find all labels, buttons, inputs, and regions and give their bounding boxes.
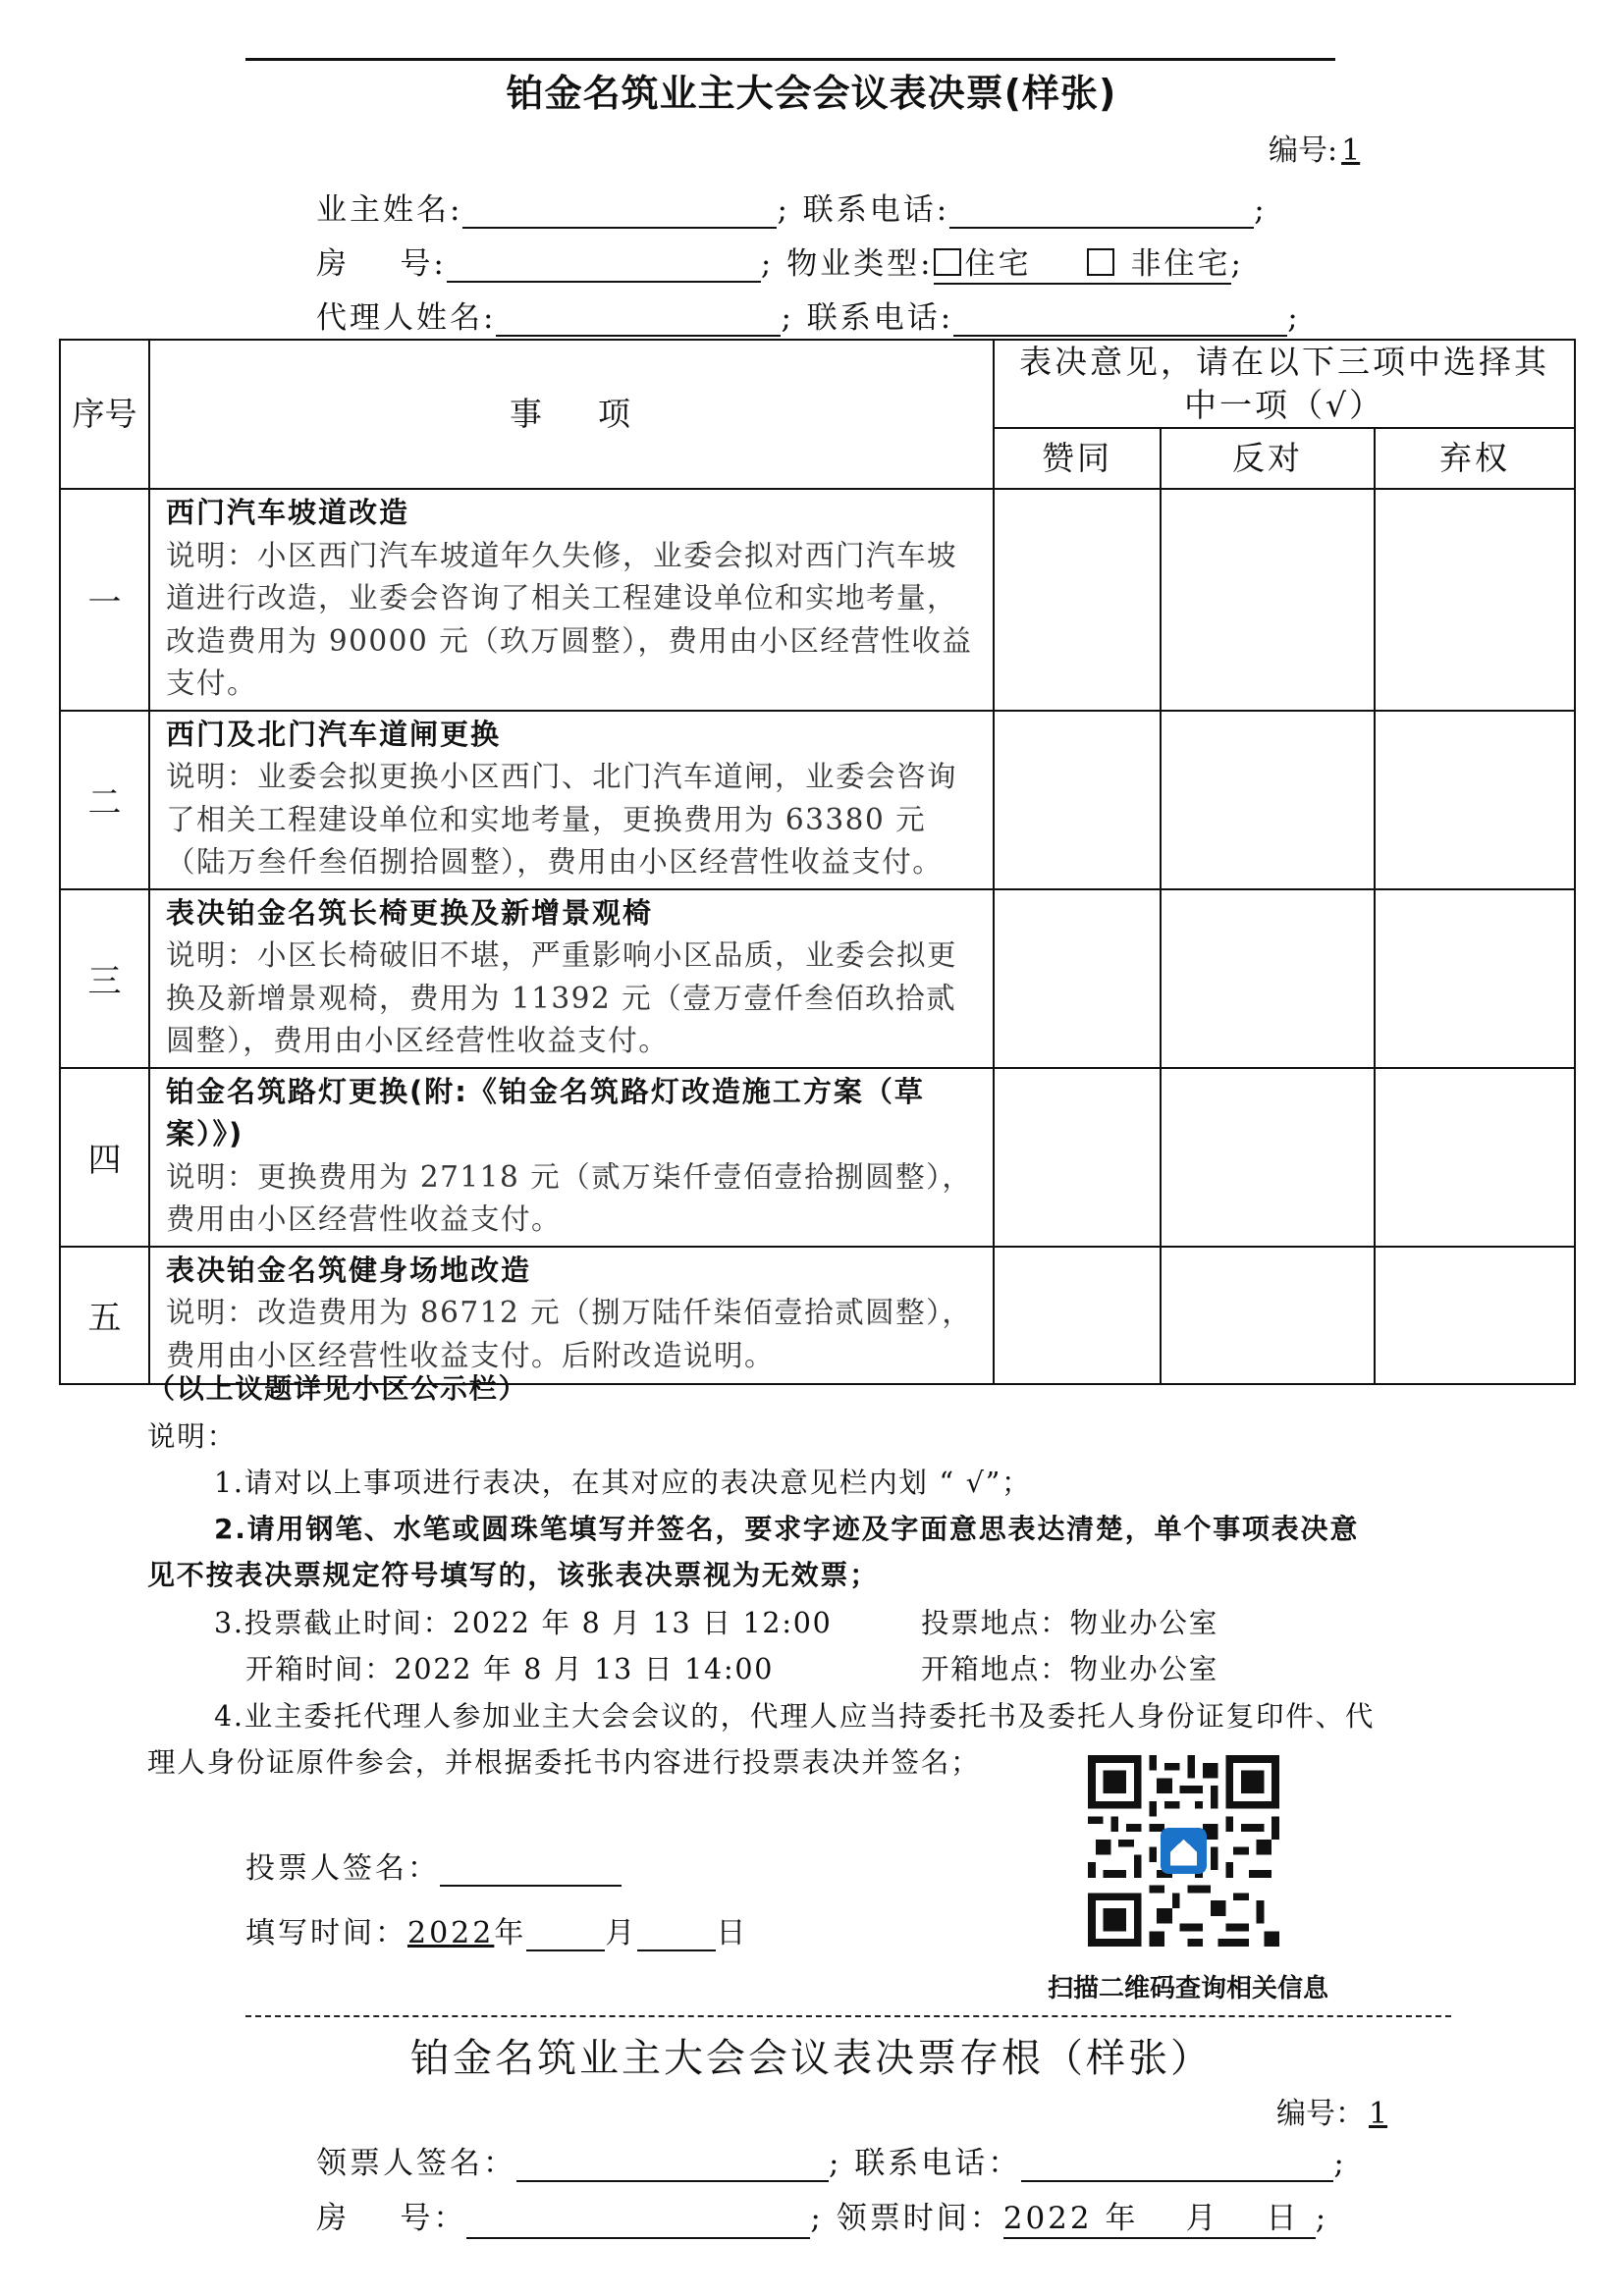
row-item [149, 889, 994, 1068]
year-unit: 年 [1105, 2201, 1139, 2236]
separator: ; [829, 2146, 842, 2181]
voting-table [59, 339, 1576, 1385]
agree-cell[interactable] [994, 489, 1161, 711]
voter-sign-label: 投票人签名： [245, 1851, 440, 1886]
row-item [149, 489, 994, 711]
row-seq: 一 [60, 489, 149, 711]
col-seq-header: 序号 [60, 340, 149, 489]
separator: ; [1230, 246, 1244, 282]
abstain-cell[interactable] [1375, 711, 1575, 889]
note-3b: 投票地点：物业办公室 [921, 1607, 1219, 1639]
col-opinion-header: 表决意见，请在以下三项中选择其中一项（√） [994, 340, 1575, 428]
col-oppose-header: 反对 [1161, 428, 1375, 489]
receiver-sign-label: 领票人签名： [316, 2146, 516, 2181]
note-4b: 理人身份证原件参会，并根据委托书内容进行投票表决并签名； [147, 1746, 981, 1779]
separator: ; [777, 192, 790, 228]
stub-phone-label: 联系电话： [854, 2146, 1022, 2181]
separator: ; [760, 246, 775, 282]
oppose-cell[interactable] [1161, 1068, 1375, 1247]
row-item [149, 1068, 994, 1247]
abstain-cell[interactable] [1375, 1068, 1575, 1247]
month-unit: 月 [605, 1916, 638, 1950]
item-description: 说明：业委会拟更换小区西门、北门汽车道闸，业委会咨询了相关工程建设单位和实地考量，更换费用为 63380 元（陆万叁仟叁佰捌拾圆整），费用由小区经营性收益支付。 [166, 760, 958, 879]
day-unit: 日 [1266, 2201, 1300, 2236]
qr-code-icon[interactable] [1088, 1755, 1279, 1947]
note-3a: 3.投票截止时间：2022 年 8 月 13 日 12:00 [214, 1607, 833, 1639]
table-header-row [60, 340, 1575, 428]
oppose-cell[interactable] [1161, 889, 1375, 1068]
day-unit: 日 [716, 1916, 749, 1950]
stub-room-label: 房 号： [316, 2201, 467, 2236]
item-description: 说明：小区西门汽车坡道年久失修，业委会拟对西门汽车坡道进行改造，业委会咨询了相关工程建设单位和实地考量，改造费用为 90000 元（玖万圆整），费用由小区经营性收益支付。 [166, 538, 973, 700]
table-row [60, 1247, 1575, 1384]
abstain-cell[interactable] [1375, 489, 1575, 711]
table-row [60, 711, 1575, 889]
item-title: 表决铂金名筑长椅更换及新增景观椅 [166, 895, 654, 930]
owner-name-label: 业主姓名: [316, 192, 463, 228]
note-3d: 开箱地点：物业办公室 [921, 1653, 1219, 1685]
abstain-cell[interactable] [1375, 889, 1575, 1068]
row-item [149, 711, 994, 889]
receive-time-field[interactable] [1003, 2193, 1316, 2239]
agree-cell[interactable] [994, 1247, 1161, 1384]
agent-row [316, 293, 1301, 337]
fill-day-field[interactable] [637, 1920, 716, 1951]
voter-sign-row [245, 1843, 622, 1887]
notes-label: 说明： [147, 1420, 237, 1453]
item-description: 说明：小区长椅破旧不堪，严重影响小区品质，业委会拟更换及新增景观椅，费用为 11392 元（壹万壹仟叁佰玖拾贰圆整），费用由小区经营性收益支付。 [166, 938, 958, 1057]
oppose-cell[interactable] [1161, 489, 1375, 711]
note-4a: 4.业主委托代理人参加业主大会会议的，代理人应当持委托书及委托人身份证复印件、代 [214, 1700, 1376, 1733]
item-description: 说明：更换费用为 27118 元（贰万柒仟壹佰壹拾捌圆整），费用由小区经营性收益支付。 [166, 1159, 973, 1236]
stub-phone-field[interactable] [1021, 2151, 1333, 2182]
owner-name-field[interactable] [462, 197, 777, 229]
note-2b: 见不按表决票规定符号填写的，该张表决票视为无效票； [147, 1559, 880, 1591]
see-board-note: （以上议题详见小区公示栏） [147, 1372, 528, 1405]
owner-phone-field[interactable] [949, 197, 1254, 229]
agree-cell[interactable] [994, 889, 1161, 1068]
ballot-number [1269, 126, 1360, 169]
stub-number [1276, 2089, 1387, 2132]
separator: ; [1287, 300, 1301, 336]
col-agree-header: 赞同 [994, 428, 1161, 489]
fill-time-row [245, 1908, 748, 1951]
row-seq: 三 [60, 889, 149, 1068]
stub-number-label: 编号： [1276, 2097, 1365, 2131]
oppose-cell[interactable] [1161, 1247, 1375, 1384]
oppose-cell[interactable] [1161, 711, 1375, 889]
separator: ; [810, 2201, 824, 2236]
stub-number-value: 1 [1369, 2097, 1388, 2131]
room-no-label: 房 号: [316, 246, 447, 282]
col-item-header: 事 项 [149, 340, 994, 489]
row-seq: 二 [60, 711, 149, 889]
voter-sign-field[interactable] [440, 1855, 622, 1887]
stub-title: 铂金名筑业主大会会议表决票存根（样张） [410, 2036, 1213, 2081]
separator: ; [781, 300, 794, 336]
room-no-field[interactable] [447, 251, 761, 283]
row-seq: 四 [60, 1068, 149, 1247]
table-row [60, 489, 1575, 711]
month-unit: 月 [1185, 2201, 1219, 2236]
agent-phone-field[interactable] [953, 305, 1287, 337]
agent-name-label: 代理人姓名: [316, 300, 497, 336]
ballot-number-label: 编号: [1269, 133, 1338, 168]
owner-phone-label: 联系电话: [802, 192, 950, 228]
note-2a: 2.请用钢笔、水笔或圆珠笔填写并签名，要求字迹及字面意思表达清楚，单个事项表决意 [214, 1513, 1360, 1545]
table-row [60, 1068, 1575, 1247]
stub-receiver-row [316, 2138, 1347, 2182]
nonresidential-checkbox[interactable] [1087, 248, 1114, 276]
receive-time-label: 领票时间： [836, 2201, 1003, 2236]
row-seq: 五 [60, 1247, 149, 1384]
note-3c: 开箱时间：2022 年 8 月 13 日 14:00 [245, 1653, 775, 1685]
residential-label: 住宅 [964, 246, 1032, 282]
item-title: 表决铂金名筑健身场地改造 [166, 1253, 532, 1287]
agent-phone-label: 联系电话: [806, 300, 954, 336]
agent-name-field[interactable] [496, 305, 781, 337]
receive-year: 2022 [1002, 2201, 1093, 2236]
property-type-options [934, 246, 1231, 285]
room-row [316, 239, 1244, 283]
agree-cell[interactable] [994, 711, 1161, 889]
row-item [149, 1247, 994, 1384]
stub-room-field[interactable] [466, 2208, 810, 2239]
agree-cell[interactable] [994, 1068, 1161, 1247]
year-unit: 年 [494, 1916, 527, 1950]
qr-caption: 扫描二维码查询相关信息 [1047, 1974, 1328, 2003]
fill-time-label: 填写时间： [245, 1916, 407, 1950]
fill-year: 2022 [407, 1916, 495, 1950]
page-title: 铂金名筑业主大会会议表决票(样张) [506, 72, 1117, 115]
separator: ; [1254, 192, 1268, 228]
note-1: 1.请对以上事项进行表决，在其对应的表决意见栏内划 “ √”； [214, 1467, 1032, 1499]
cut-line [245, 2015, 1451, 2017]
col-abstain-header: 弃权 [1375, 428, 1575, 489]
separator: ; [1333, 2146, 1347, 2181]
receiver-sign-field[interactable] [516, 2151, 829, 2182]
top-rule [245, 58, 1335, 61]
table-row [60, 889, 1575, 1068]
item-description: 说明：改造费用为 86712 元（捌万陆仟柒佰壹拾贰圆整），费用由小区经营性收益支付。后附改造说明。 [166, 1296, 973, 1372]
abstain-cell[interactable] [1375, 1247, 1575, 1384]
fill-month-field[interactable] [526, 1920, 605, 1951]
nonresidential-label: 非住宅 [1130, 246, 1231, 282]
property-type-label: 物业类型: [786, 246, 934, 282]
item-title: 西门及北门汽车道闸更换 [166, 717, 502, 751]
separator: ; [1315, 2201, 1329, 2236]
item-title: 西门汽车坡道改造 [166, 496, 410, 529]
residential-checkbox[interactable] [934, 248, 961, 276]
item-title: 铂金名筑路灯更换(附:《铂金名筑路灯改造施工方案（草案）》) [166, 1074, 925, 1150]
ballot-number-value: 1 [1341, 133, 1361, 168]
stub-room-row [316, 2193, 1328, 2239]
owner-name-row [316, 185, 1268, 229]
